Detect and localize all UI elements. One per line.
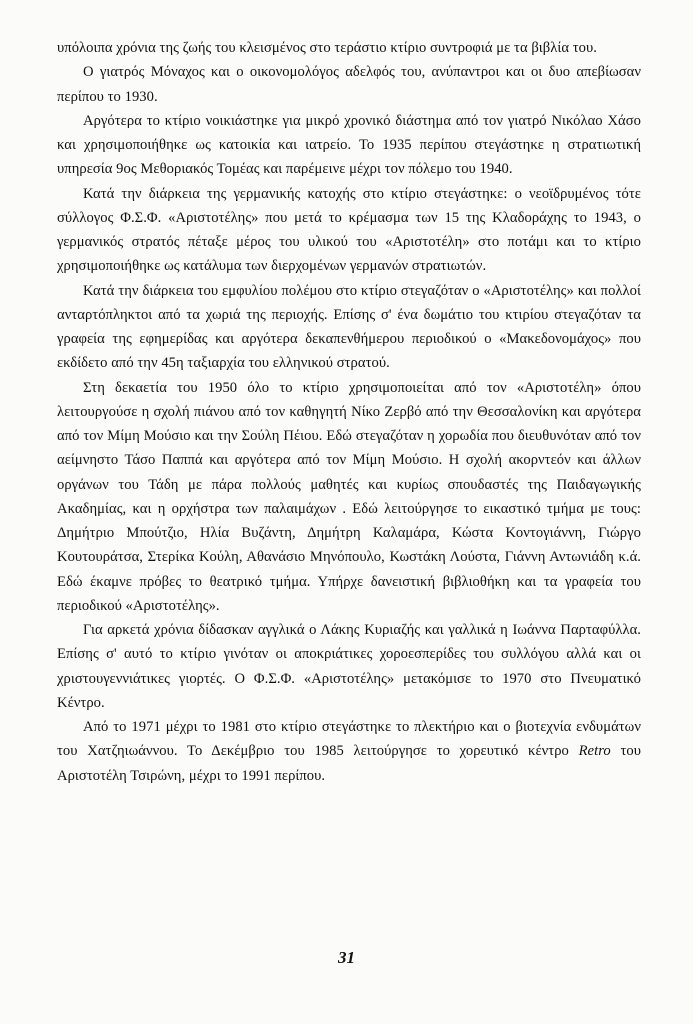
paragraph-5: Κατά την διάρκεια του εμφυλίου πολέμου στο κτίριο στεγαζόταν ο «Αριστοτέλης» και πολλοί ανταρτόπληκτοι από τα χωριά της περιοχής. Επίσης σ' ένα δωμάτιο του κτιρίου στεγαζόταν τα γραφεία της εφημερίδας και αργότερα δεκαπενθήμερου περιοδικού ο «Μακεδονομάχος» που εκδίδετο από την 45η ταξιαρχία του ελληνικού στρατού.: [57, 282, 641, 372]
paragraph-2: Ο γιατρός Μόναχος και ο οικονομολόγος αδελφός του, ανύπαντροι και οι δυο απεβίωσαν περίπου το 1930.: [57, 64, 641, 105]
body-text: [57, 36, 641, 788]
paragraph-8-text-start: Από το 1971 μέχρι το 1981 στο κτίριο στεγάστηκε το πλεκτήριο και ο βιοτεχνία ενδυμάτων του Χατζηιωάννου. Το Δεκέμβριο του 1985 λειτούργησε το χορευτικό κέντρο: [57, 719, 641, 760]
paragraph-1: υπόλοιπα χρόνια της ζωής του κλεισμένος στο τεράστιο κτίριο συντροφιά με τα βιβλία του.: [57, 40, 597, 56]
page-number: 31: [338, 948, 355, 967]
paragraph-6: Στη δεκαετία του 1950 όλο το κτίριο χρησιμοποιείται από τον «Αριστοτέλη» όπου λειτουργούσε η σχολή πιάνου από τον καθηγητή Νίκο Ζερβό από την Θεσσαλονίκη και αργότερα από τον Μίμη Μούσιο και την Σούλη Πέιου. Εδώ στεγαζόταν η χορωδία που διευθυνόταν από τον αείμνηστο Τάσο Παππά και αργότερα από τον Μίμη Μούσιο. Η σχολή ακορντεόν και άλλων οργάνων του Τάδη με πάρα πολλούς μαθητές και κυρίως σπουδαστές της Παιδαγωγικής Ακαδημίας, και η ορχήστρα των παλαιμάχων . Εδώ λειτούργησε το εικαστικό τμήμα με τους: Δημήτριο Μπούτζιο, Ηλία Βυζάντη, Δημήτρη Καλαμάρα, Κώστα Κοντογιάννη, Γιώργο Κουτουράτσα, Στερίκα Κούλη, Αθανάσιο Μηνόπουλο, Κωστάκη Λούστα, Γιάννη Αντωνιάδη κ.ά. Εδώ έκαμνε πρόβες το θεατρικό τμήμα. Υπήρχε δανειστική βιβλιοθήκη και τα γραφεία του περιοδικού «Αριστοτέλης».: [57, 379, 641, 614]
paragraph-8: [57, 715, 641, 788]
paragraph-7: Για αρκετά χρόνια δίδασκαν αγγλικά ο Λάκης Κυριαζής και γαλλικά η Ιωάννα Παρταφύλλα. Επίσης σ' αυτό το κτίριο γινόταν οι αποκριάτικες χοροεσπερίδες του συλλόγου αλλά και οι χριστουγεννιάτικες γιορτές. Ο Φ.Σ.Φ. «Αριστοτέλης» μετακόμισε το 1970 στο Πνευματικό Κέντρο.: [57, 622, 641, 711]
paragraph-8-text-end: του Αριστοτέλη Τσιρώνη, μέχρι το 1991 περίπου.: [57, 743, 641, 784]
paragraph-4: Κατά την διάρκεια της γερμανικής κατοχής στο κτίριο στεγάστηκε: ο νεοϊδρυμένος τότε σύλλογος Φ.Σ.Φ. «Αριστοτέλης» που μετά το κρέμασμα των 15 της Κλαδοράχης το 1943, ο γερμανικός στρατός πέταξε μέρος του υλικού του «Αριστοτέλη» στο ποτάμι και το κτίριο χρησιμοποιήθηκε ως κατάλυμα των διερχομένων γερμανών στρατιωτών.: [57, 185, 641, 275]
paragraph-3: Αργότερα το κτίριο νοικιάστηκε για μικρό χρονικό διάστημα από τον γιατρό Νικόλαο Χάσο και χρησιμοποιήθηκε ως κατοικία και ιατρείο. Το 1935 περίπου στεγάστηκε η στρατιωτική υπηρεσία 9ος Μεθοριακός Τομέας και παρέμεινε μέχρι τον πόλεμο του 1940.: [57, 112, 641, 178]
venue-name-italic: Retro: [578, 743, 611, 760]
